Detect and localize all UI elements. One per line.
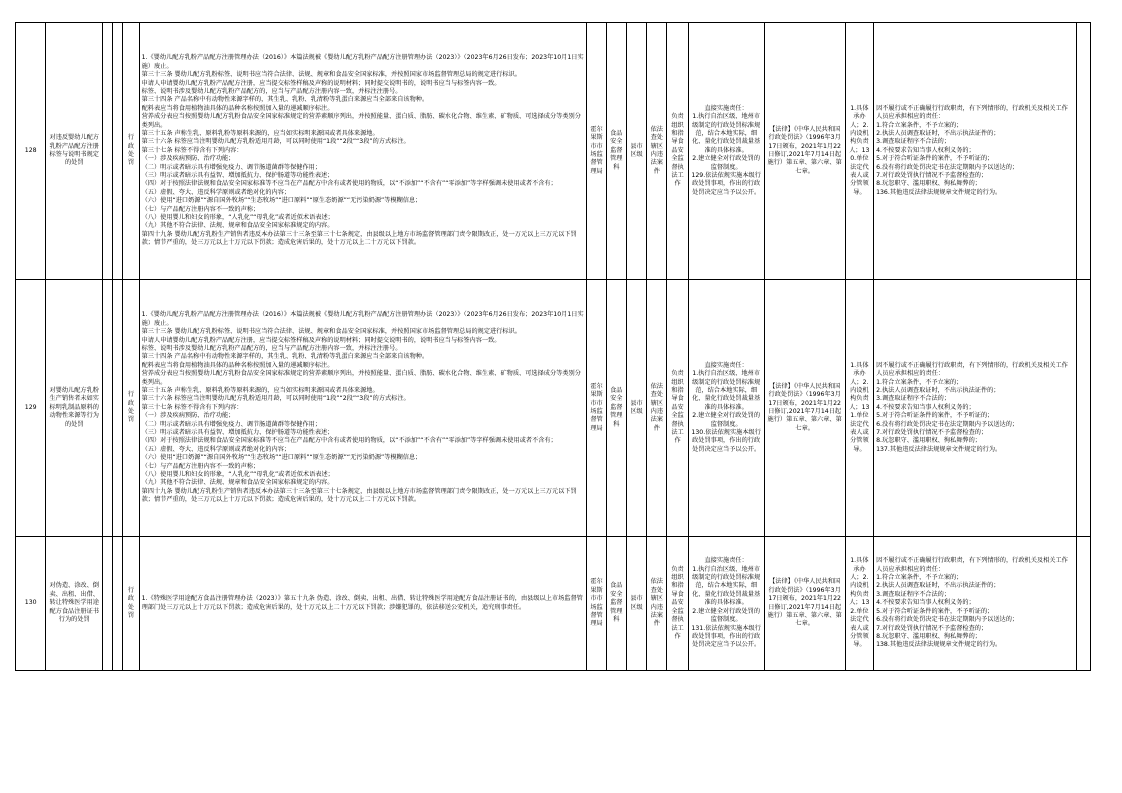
liable-persons: 1.具体承办人；2.内设机构负责人；130.单位法定代表人或分管领导。 bbox=[845, 23, 873, 280]
exercise-level: 县市区级 bbox=[626, 280, 646, 537]
basis-line: （六）使用“进口奶源”“源自国外牧场”“生态牧场”“进口原料”“原生态奶源”“无污染奶源”等模糊信息； bbox=[141, 197, 422, 205]
acc-line: 3.调查取证程序不合法的； bbox=[876, 138, 951, 146]
implementation-responsibility bbox=[688, 23, 764, 280]
basis-line: 第三十七条 标签不得含有下列内容： bbox=[141, 146, 243, 154]
acc-line: 1.符合立案条件，不予立案的； bbox=[876, 574, 963, 582]
acc-line: 5.对于符合听证条件的案件，不予听证的； bbox=[876, 412, 994, 420]
impl-line: 1.执行自治区级、地州市级制定的行政处罚标准规范，结合本地实际，细化、量化行政处罚裁量基准的具体标准。 bbox=[692, 370, 761, 411]
accountability-law: 【法律】《中华人民共和国行政处罚法》（1996年3月17日颁布，2021年1月22日修订,2021年7月14日起施行）第五章、第六章、第七章。 bbox=[764, 23, 845, 280]
remarks-cell bbox=[1076, 23, 1090, 280]
basis-line: 第四十九条 婴幼儿配方乳粉生产销售者违反本办法第三十三条至第三十七条规定，由县级以上地方市场监督管理部门责令限期改正，处一万元以上三万元以下罚款；情节严重的，处三万元以上十万元以下罚款；造成危害后果的，处十万元以上二十万元以下罚款。 bbox=[141, 487, 577, 504]
impl-line: 直接实施责任： bbox=[704, 361, 748, 369]
empty-cell bbox=[103, 23, 113, 280]
impl-line: 1.执行自治区级、地州市级制定的行政处罚标准规范，结合本地实际，细化、量化行政处罚裁量基准的具体标准。 bbox=[692, 113, 761, 154]
responsible-office: 食品安全监督管理科 bbox=[606, 23, 626, 280]
basis-line: （三）明示或者暗示具有益智、增加抵抗力、保护肠道等功能性表述； bbox=[141, 429, 334, 437]
legal-basis bbox=[139, 537, 587, 671]
basis-line: 第三十六条 标签应当注明婴幼儿配方乳粉适用月龄，可以同时使用“1段”“2段”“3段”的方式标注。 bbox=[141, 395, 410, 403]
jurisdiction-scope: 依法查处辖区内违法案件 bbox=[647, 280, 667, 537]
legal-basis bbox=[139, 23, 587, 280]
responsible-office: 食品安全监督管理科 bbox=[606, 537, 626, 671]
impl-line: 129.依法依规实施本级行政处罚事项，作出的行政处罚决定应当予以公开。 bbox=[691, 172, 761, 196]
impl-line: 2.建立健全对行政处罚的监督制度。 bbox=[692, 412, 761, 428]
basis-line: （八）使用婴儿和妇女的形象，“人乳化”“母乳化”或者近似术语表述； bbox=[141, 214, 334, 222]
acc-line: 7.对行政处罚执行情况不予监督检查的； bbox=[876, 624, 988, 632]
table-row bbox=[16, 280, 1091, 537]
empty-cell bbox=[113, 23, 123, 280]
acc-line: 4.不按要求告知当事人权利义务的； bbox=[876, 146, 975, 154]
basis-line: （七）与产品配方注册内容不一致的声称； bbox=[141, 462, 260, 470]
basis-line: 第三十五条 声称生乳、原料乳粉等原料来源的，应当如实标明来源国或者具体来源地。 bbox=[141, 129, 379, 137]
basis-line: （九）其他不符合法律、法规、规章和食品安全国家标准规定的内容。 bbox=[141, 479, 334, 487]
empty-cell bbox=[103, 537, 113, 671]
implementation-responsibility bbox=[688, 280, 764, 537]
impl-line: 直接实施责任： bbox=[704, 104, 748, 112]
item-name: 对婴幼儿配方乳粉生产销售者未如实标明乳制品原料的动物性来源等行为的处罚 bbox=[46, 280, 103, 537]
accountability-law: 【法律】《中华人民共和国行政处罚法》（1996年3月17日颁布，2021年1月22日修订,2021年7月14日起施行）第五章、第六章、第七章。 bbox=[764, 537, 845, 671]
basis-line: 第三十三条 婴幼儿配方乳粉标签、说明书应当符合法律、法规、规章和食品安全国家标准，并按照国家市场监督管理总局的规定进行标识。 bbox=[141, 71, 521, 79]
accountability-circumstances bbox=[874, 280, 1077, 537]
item-name: 对违反婴幼儿配方乳粉产品配方注册标签与说明书规定的处罚 bbox=[46, 23, 103, 280]
acc-line: 4.不按要求告知当事人权利义务的； bbox=[876, 403, 975, 411]
empty-cell bbox=[113, 280, 123, 537]
basis-line: 第三十五条 声称生乳、原料乳粉等原料来源的，应当如实标明来源国或者具体来源地。 bbox=[141, 386, 379, 394]
basis-line: 第三十四条 产品名称中有动物性来源字样的，其生乳、乳粉、乳清粉等乳蛋白来源应当全部来自该物种。 bbox=[141, 96, 429, 104]
acc-line: 8.玩忽职守、滥用职权、徇私舞弊的； bbox=[876, 632, 981, 640]
basis-line: 配料表应当将食用植物油具体的品种名称按照加入量的递减顺序标注。 bbox=[141, 361, 334, 369]
acc-line: 137.其他违反法律法规规章文件规定的行为。 bbox=[876, 445, 1002, 453]
basis-line: （三）明示或者暗示具有益智、增加抵抗力、保护肠道等功能性表述； bbox=[141, 172, 334, 180]
jurisdiction-scope: 依法查处辖区内违法案件 bbox=[647, 537, 667, 671]
power-list-table bbox=[15, 22, 1091, 671]
basis-line: 标签、说明书涉及婴幼儿配方乳粉产品配方的，应当与产品配方注册内容一致，并标注注册号。 bbox=[141, 87, 402, 95]
basis-line: 申请人申请婴幼儿配方乳粉产品配方注册，应当提交标签样稿及声称的说明材料；同时提交说明书的，说明书应当与标签内容一致。 bbox=[141, 79, 501, 87]
basis-line: （四）对于按照法律法规和食品安全国家标准等不应当在产品配方中含有或者使用的物质，以“不添加”“不含有”“零添加”等字样强调未使用或者不含有； bbox=[141, 437, 557, 445]
acc-line: 138.其他违反法律法规规章文件规定的行为。 bbox=[876, 641, 1002, 649]
accountability-law: 【法律】《中华人民共和国行政处罚法》（1996年3月17日颁布，2021年1月22日修订,2021年7月14日起施行）第五章、第六章、第七章。 bbox=[764, 280, 845, 537]
basis-line: （二）明示或者暗示具有增强免疫力、调节肠道菌群等保健作用； bbox=[141, 420, 322, 428]
acc-line: 6.没有将行政处罚决定书在法定期限内予以送达的； bbox=[876, 163, 1019, 171]
acc-line: 因不履行或不正确履行行政职责，有下列情形的，行政机关及相关工作人员应承担相应的责任： bbox=[876, 557, 1068, 573]
basis-line: （七）与产品配方注册内容不一致的声称； bbox=[141, 205, 260, 213]
table-row bbox=[16, 537, 1091, 671]
acc-line: 3.调查取证程序不合法的； bbox=[876, 395, 951, 403]
acc-line: 2.执法人员调查取证时，不出示执法证件的； bbox=[876, 386, 1000, 394]
basis-line: 营养成分表应当按照婴幼儿配方乳粉食品安全国家标准规定的营养素顺序列出，并按照能量、蛋白质、脂肪、碳水化合物、维生素、矿物质、可选择成分等类别分类列出。 bbox=[141, 113, 581, 129]
duty-description: 负责组织和指导食品安全监督执法工作 bbox=[667, 23, 688, 280]
acc-line: 8.玩忽职守、滥用职权、徇私舞弊的； bbox=[876, 437, 981, 445]
basis-line: 第四十九条 婴幼儿配方乳粉生产销售者违反本办法第三十三条至第三十七条规定，由县级以上地方市场监督管理部门责令限期改正，处一万元以上三万元以下罚款；情节严重的，处三万元以上十万元以下罚款；造成危害后果的，处十万元以上二十万元以下罚款。 bbox=[141, 230, 577, 247]
basis-line: 配料表应当将食用植物油具体的品种名称按照加入量的递减顺序标注。 bbox=[141, 104, 334, 112]
basis-line: 1.《婴幼儿配方乳粉产品配方注册管理办法（2016）》本篇法规被《婴幼儿配方乳粉产品配方注册管理办法（2023）》（2023年6月26日发布；2023年10月1日实施）废止。 bbox=[141, 54, 584, 70]
acc-line: 4.不按要求告知当事人权利义务的； bbox=[876, 599, 975, 607]
impl-line: 直接实施责任： bbox=[704, 557, 748, 565]
row-number: 128 bbox=[16, 23, 46, 280]
basis-line: 营养成分表应当按照婴幼儿配方乳粉食品安全国家标准规定的营养素顺序列出，并按照能量、蛋白质、脂肪、碳水化合物、维生素、矿物质、可选择成分等类别分类列出。 bbox=[141, 370, 581, 386]
acc-line: 2.执法人员调查取证时，不出示执法证件的； bbox=[876, 129, 1000, 137]
acc-line: 6.没有将行政处罚决定书在法定期限内予以送达的； bbox=[876, 420, 1019, 428]
acc-line: 7.对行政处罚执行情况不予监督检查的； bbox=[876, 429, 988, 437]
impl-line: 2.建立健全对行政处罚的监督制度。 bbox=[692, 607, 761, 624]
empty-cell bbox=[103, 280, 113, 537]
row-number: 129 bbox=[16, 280, 46, 537]
basis-line: （八）使用婴儿和妇女的形象，“人乳化”“母乳化”或者近似术语表述； bbox=[141, 471, 334, 479]
implementing-department: 霍尔果斯市市场监督管理局 bbox=[587, 537, 606, 671]
acc-line: 2.执法人员调查取证时，不出示执法证件的； bbox=[876, 582, 1000, 590]
basis-line: 1.《特殊医学用途配方食品注册管理办法（2023）》第五十九条 伪造、涂改、倒卖、出租、出借、转让特殊医学用途配方食品注册证书的，由县级以上市场监督管理部门处三万元以上十万元以下罚款；造成危害后果的，处十万元以上二十万元以下罚款；涉嫌犯罪的，依法移送公安机关，追究刑事责任。 bbox=[141, 595, 583, 611]
remarks-cell bbox=[1076, 280, 1090, 537]
acc-line: 3.调查取证程序不合法的； bbox=[876, 590, 951, 598]
exercise-level: 县市区级 bbox=[626, 23, 646, 280]
impl-line: 2.建立健全对行政处罚的监督制度。 bbox=[692, 155, 761, 171]
acc-line: 5.对于符合听证条件的案件，不予听证的； bbox=[876, 607, 994, 615]
basis-line: （一）涉及疾病预防、治疗功能； bbox=[141, 412, 235, 420]
acc-line: 136.其他违反法律法规规章文件规定的行为。 bbox=[876, 188, 1002, 196]
acc-line: 5.对于符合听证条件的案件，不予听证的； bbox=[876, 155, 994, 163]
table-row bbox=[16, 23, 1091, 280]
empty-cell bbox=[113, 537, 123, 671]
basis-line: 标签、说明书涉及婴幼儿配方乳粉产品配方的，应当与产品配方注册内容一致，并标注注册号。 bbox=[141, 344, 402, 352]
acc-line: 1.符合立案条件，不予立案的； bbox=[876, 121, 963, 129]
liable-persons: 1.具体承办人；2.内设机构负责人；131.单位法定代表人或分管领导。 bbox=[845, 280, 873, 537]
exercise-level: 县市区级 bbox=[626, 537, 646, 671]
basis-line: （五）虚假、夸大、违反科学原则或者绝对化的内容； bbox=[141, 188, 291, 196]
responsible-office: 食品安全监督管理科 bbox=[606, 280, 626, 537]
implementation-responsibility bbox=[688, 537, 764, 671]
impl-line: 131.依法依规实施本级行政处罚事项，作出的行政处罚决定应当予以公开。 bbox=[691, 624, 761, 649]
acc-line: 因不履行或不正确履行行政职责，有下列情形的，行政机关及相关工作人员应承担相应的责任： bbox=[876, 361, 1068, 378]
basis-line: 第三十四条 产品名称中有动物性来源字样的，其生乳、乳粉、乳清粉等乳蛋白来源应当全部来自该物种。 bbox=[141, 353, 429, 361]
acc-line: 1.符合立案条件，不予立案的； bbox=[876, 378, 963, 386]
basis-line: （二）明示或者暗示具有增强免疫力、调节肠道菌群等保健作用； bbox=[141, 163, 322, 171]
item-kind: 行政处罚 bbox=[123, 537, 139, 671]
basis-line: 第三十七条 标签不得含有下列内容： bbox=[141, 403, 243, 411]
acc-line: 6.没有将行政处罚决定书在法定期限内予以送达的； bbox=[876, 616, 1019, 624]
liable-persons: 1.具体承办人；2.内设机构负责人；132.单位法定代表人或分管领导。 bbox=[845, 537, 873, 671]
basis-line: 第三十六条 标签应当注明婴幼儿配方乳粉适用月龄，可以同时使用“1段”“2段”“3段”的方式标注。 bbox=[141, 138, 410, 146]
basis-line: 第三十三条 婴幼儿配方乳粉标签、说明书应当符合法律、法规、规章和食品安全国家标准，并按照国家市场监督管理总局的规定进行标识。 bbox=[141, 328, 521, 336]
legal-basis bbox=[139, 280, 587, 537]
remarks-cell bbox=[1076, 537, 1090, 671]
basis-line: 申请人申请婴幼儿配方乳粉产品配方注册，应当提交标签样稿及声称的说明材料；同时提交说明书的，说明书应当与标签内容一致。 bbox=[141, 336, 501, 344]
acc-line: 因不履行或不正确履行行政职责，有下列情形的，行政机关及相关工作人员应承担相应的责任： bbox=[876, 104, 1068, 121]
duty-description: 负责组织和指导食品安全监督执法工作 bbox=[667, 280, 688, 537]
acc-line: 7.对行政处罚执行情况不予监督检查的； bbox=[876, 172, 988, 180]
acc-line: 8.玩忽职守、滥用职权、徇私舞弊的； bbox=[876, 180, 981, 188]
basis-line: （四）对于按照法律法规和食品安全国家标准等不应当在产品配方中含有或者使用的物质，以“不添加”“不含有”“零添加”等字样强调未使用或者不含有； bbox=[141, 180, 557, 188]
item-kind: 行政处罚 bbox=[123, 23, 139, 280]
basis-line: （五）虚假、夸大、违反科学原则或者绝对化的内容； bbox=[141, 445, 291, 453]
basis-line: （一）涉及疾病预防、治疗功能； bbox=[141, 155, 235, 163]
basis-line: 1.《婴幼儿配方乳粉产品配方注册管理办法（2016）》本篇法规被《婴幼儿配方乳粉产品配方注册管理办法（2023）》（2023年6月26日发布；2023年10月1日实施）废止。 bbox=[141, 311, 584, 327]
accountability-circumstances bbox=[874, 537, 1077, 671]
impl-line: 130.依法依规实施本级行政处罚事项，作出的行政处罚决定应当予以公开。 bbox=[691, 429, 761, 453]
basis-line: （六）使用“进口奶源”“源自国外牧场”“生态牧场”“进口原料”“原生态奶源”“无污染奶源”等模糊信息； bbox=[141, 454, 422, 462]
basis-line: （九）其他不符合法律、法规、规章和食品安全国家标准规定的内容。 bbox=[141, 222, 334, 230]
accountability-circumstances bbox=[874, 23, 1077, 280]
duty-description: 负责组织和指导食品安全监督执法工作 bbox=[667, 537, 688, 671]
row-number: 130 bbox=[16, 537, 46, 671]
jurisdiction-scope: 依法查处辖区内违法案件 bbox=[647, 23, 667, 280]
item-kind: 行政处罚 bbox=[123, 280, 139, 537]
implementing-department: 霍尔果斯市市场监督管理局 bbox=[587, 23, 606, 280]
implementing-department: 霍尔果斯市市场监督管理局 bbox=[587, 280, 606, 537]
item-name: 对伪造、涂改、倒卖、出租、出借、转让特殊医学用途配方食品注册证书行为的处罚 bbox=[46, 537, 103, 671]
impl-line: 1.执行自治区级、地州市级制定的行政处罚标准规范，结合本地实际，细化、量化行政处罚裁量基准的具体标准。 bbox=[692, 565, 761, 607]
